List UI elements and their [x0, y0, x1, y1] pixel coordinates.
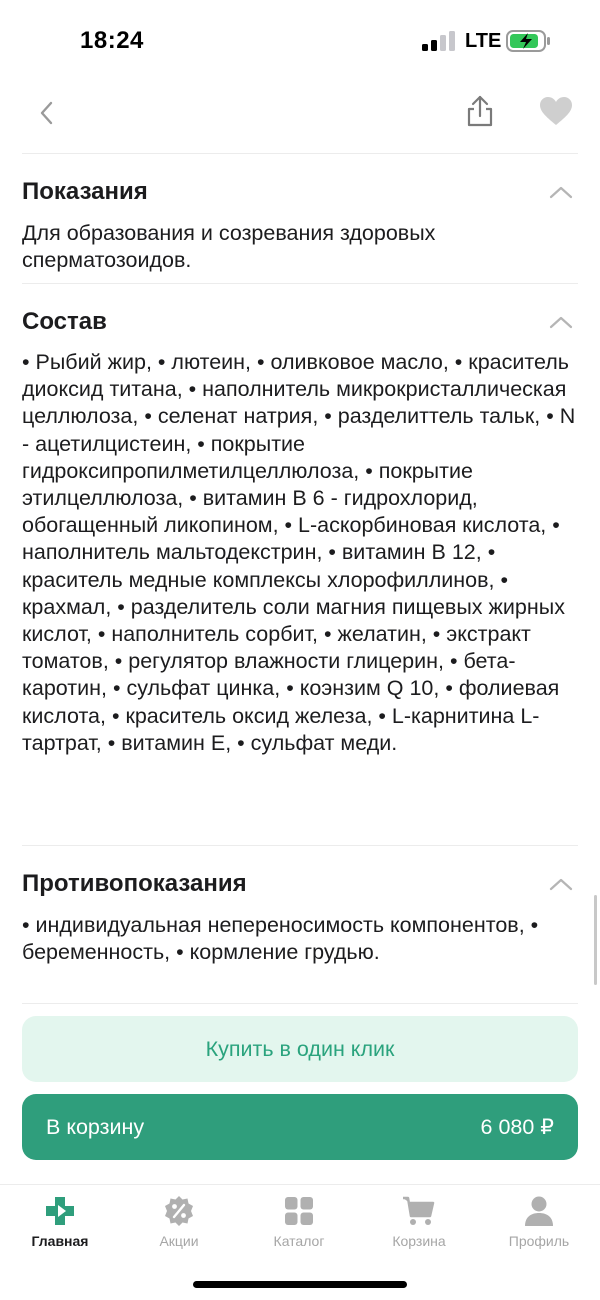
share-button[interactable]: [458, 86, 502, 136]
tab-home[interactable]: [5, 1195, 115, 1255]
section-title-contraindications[interactable]: Противопоказания: [22, 870, 247, 897]
section-text-composition: • Рыбий жир, • лютеин, • оливковое масло, • краситель диоксид титана, • наполнитель микрокристаллическая целлюлоза, • селенат натрия, • разделиттель тальк, • N - ацетилцистеин, • покрытие гидроксипропилметилцеллюлоза, • покрытие этилцеллюлоза, • витамин В 6 - гидрохлорид, обогащенный ликопином, • L-аскорбиновая кислота, • наполнитель мальтодекстрин, • витамин В 12, • краситель медные комплексы хлорофиллинов, • крахмал, • разделитель соли магния пищевых жирных кислот, • наполнитель сорбит, • желатин, • экстракт томатов, • регулятор влажности глицерин, • бета-каротин, • сульфат цинка, • коэнзим Q 10, • фолиевая кислота, • краситель оксид железа, • L-карнитина L-тартрат, • витамин Е, • сульфат меди.: [22, 350, 576, 755]
add-to-cart-label: В корзину: [46, 1115, 145, 1139]
heart-icon: [539, 96, 573, 126]
network-type: LTE: [465, 30, 502, 52]
cellular-signal-icon: [422, 31, 456, 51]
status-bar: [0, 0, 600, 80]
section-title-indications[interactable]: Показания: [22, 178, 148, 205]
home-indicator[interactable]: [193, 1281, 407, 1288]
chevron-left-icon: [38, 100, 54, 126]
section-text-contraindications: • индивидуальная непереносимость компонентов, • беременность, • кормление грудью.: [22, 913, 539, 965]
chevron-up-icon[interactable]: [546, 182, 576, 202]
add-to-cart-button[interactable]: [22, 1094, 578, 1160]
nav-bar: [0, 80, 600, 152]
share-icon: [464, 94, 496, 128]
scrollbar-thumb[interactable]: [594, 895, 597, 985]
chevron-up-icon[interactable]: [546, 312, 576, 332]
tab-catalog[interactable]: [244, 1195, 354, 1255]
tab-cart[interactable]: [364, 1195, 474, 1255]
cart-icon: [402, 1195, 436, 1227]
tab-profile[interactable]: [484, 1195, 594, 1255]
divider: [22, 845, 578, 846]
section-title-composition[interactable]: Состав: [22, 308, 107, 335]
tab-promotions[interactable]: [124, 1195, 234, 1255]
tab-label: Корзина: [392, 1233, 446, 1249]
back-button[interactable]: [26, 88, 66, 138]
buy-one-click-button[interactable]: Купить в один клик: [22, 1016, 578, 1082]
tab-label: Акции: [159, 1233, 199, 1249]
divider: [22, 283, 578, 284]
chevron-up-icon[interactable]: [546, 874, 576, 894]
pharmacy-cross-icon: [44, 1195, 76, 1227]
tab-label: Профиль: [508, 1233, 570, 1249]
grid-icon: [283, 1195, 315, 1227]
status-time: 18:24: [80, 27, 144, 54]
person-icon: [523, 1195, 555, 1227]
divider: [22, 153, 578, 154]
tab-label: Каталог: [273, 1233, 325, 1249]
favorite-button[interactable]: [534, 86, 578, 136]
discount-badge-icon: [163, 1195, 195, 1227]
tab-label: Главная: [31, 1233, 89, 1249]
section-text-indications: Для образования и созревания здоровых сперматозоидов.: [22, 221, 436, 273]
battery-charging-icon: [506, 29, 552, 53]
price-label: 6 080 ₽: [480, 1115, 554, 1139]
divider: [22, 1003, 578, 1004]
